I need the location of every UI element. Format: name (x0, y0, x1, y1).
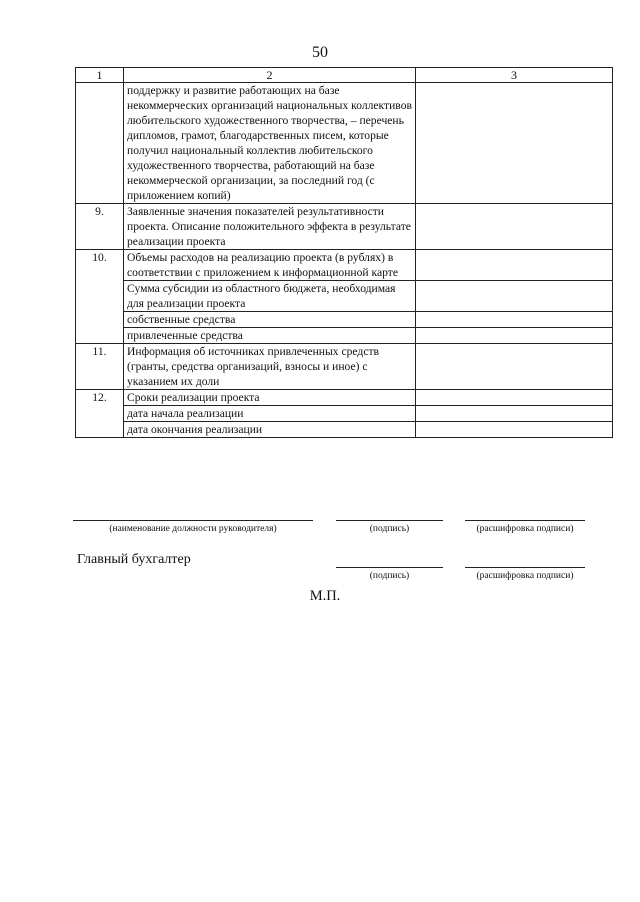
value-cell (416, 204, 613, 250)
page-number: 50 (312, 44, 328, 61)
column-header-2: 2 (124, 68, 416, 83)
table-subrow (76, 406, 613, 422)
row-description: поддержку и развитие работающих на базе некоммерческих организаций национальных коллективов любительского художественного творчества, – перечень дипломов, грамот, благодарственных писем, которые получил национальный коллектив любительского художественного творчества, работающий на базе некоммерческой организации, за последний год (с приложением копий) (124, 83, 416, 204)
accountant-signature-caption: (подпись) (369, 571, 410, 581)
table-subrow (76, 281, 613, 312)
row-number-cell (76, 83, 124, 204)
accountant-decoding-line (465, 567, 585, 568)
decoding-line (465, 520, 585, 521)
table-row (76, 83, 613, 204)
value-cell (416, 390, 613, 406)
value-cell (416, 83, 613, 204)
subrow-label: Сумма субсидии из областного бюджета, необходимая для реализации проекта (124, 281, 416, 312)
table-row (76, 204, 613, 250)
accountant-signature-line (336, 567, 443, 568)
subrow-label: дата окончания реализации (124, 422, 416, 438)
application-table (75, 67, 613, 438)
row-number: 12. (76, 390, 124, 438)
table-row (76, 250, 613, 281)
column-header-1: 1 (76, 68, 124, 83)
row-description: Объемы расходов на реализацию проекта (в рублях) в соответствии с приложением к информационной карте (124, 250, 416, 281)
chief-accountant-label: Главный бухгалтер (77, 552, 191, 567)
table-row (76, 390, 613, 406)
row-number: 10. (76, 250, 124, 344)
subrow-label: собственные средства (124, 312, 416, 328)
signature-caption: (подпись) (369, 524, 410, 534)
row-number: 9. (76, 204, 124, 250)
value-cell (416, 422, 613, 438)
table-row (76, 344, 613, 390)
table-header-row (76, 68, 613, 83)
value-cell (416, 312, 613, 328)
signature-line (336, 520, 443, 521)
table-subrow (76, 312, 613, 328)
table-subrow (76, 328, 613, 344)
row-description: Заявленные значения показателей результативности проекта. Описание положительного эффекта в результате реализации проекта (124, 204, 416, 250)
stamp-placeholder: М.П. (309, 588, 341, 604)
decoding-caption: (расшифровка подписи) (476, 524, 574, 534)
column-header-3: 3 (416, 68, 613, 83)
position-signature-line (73, 520, 313, 521)
subrow-label: дата начала реализации (124, 406, 416, 422)
value-cell (416, 250, 613, 281)
value-cell (416, 281, 613, 312)
subrow-label: привлеченные средства (124, 328, 416, 344)
table-subrow (76, 422, 613, 438)
row-description: Сроки реализации проекта (124, 390, 416, 406)
value-cell (416, 344, 613, 390)
accountant-decoding-caption: (расшифровка подписи) (476, 571, 574, 581)
value-cell (416, 328, 613, 344)
row-description: Информация об источниках привлеченных средств (гранты, средства организаций, взносы и иное) с указанием их доли (124, 344, 416, 390)
value-cell (416, 406, 613, 422)
row-number: 11. (76, 344, 124, 390)
position-caption: (наименование должности руководителя) (109, 524, 277, 534)
